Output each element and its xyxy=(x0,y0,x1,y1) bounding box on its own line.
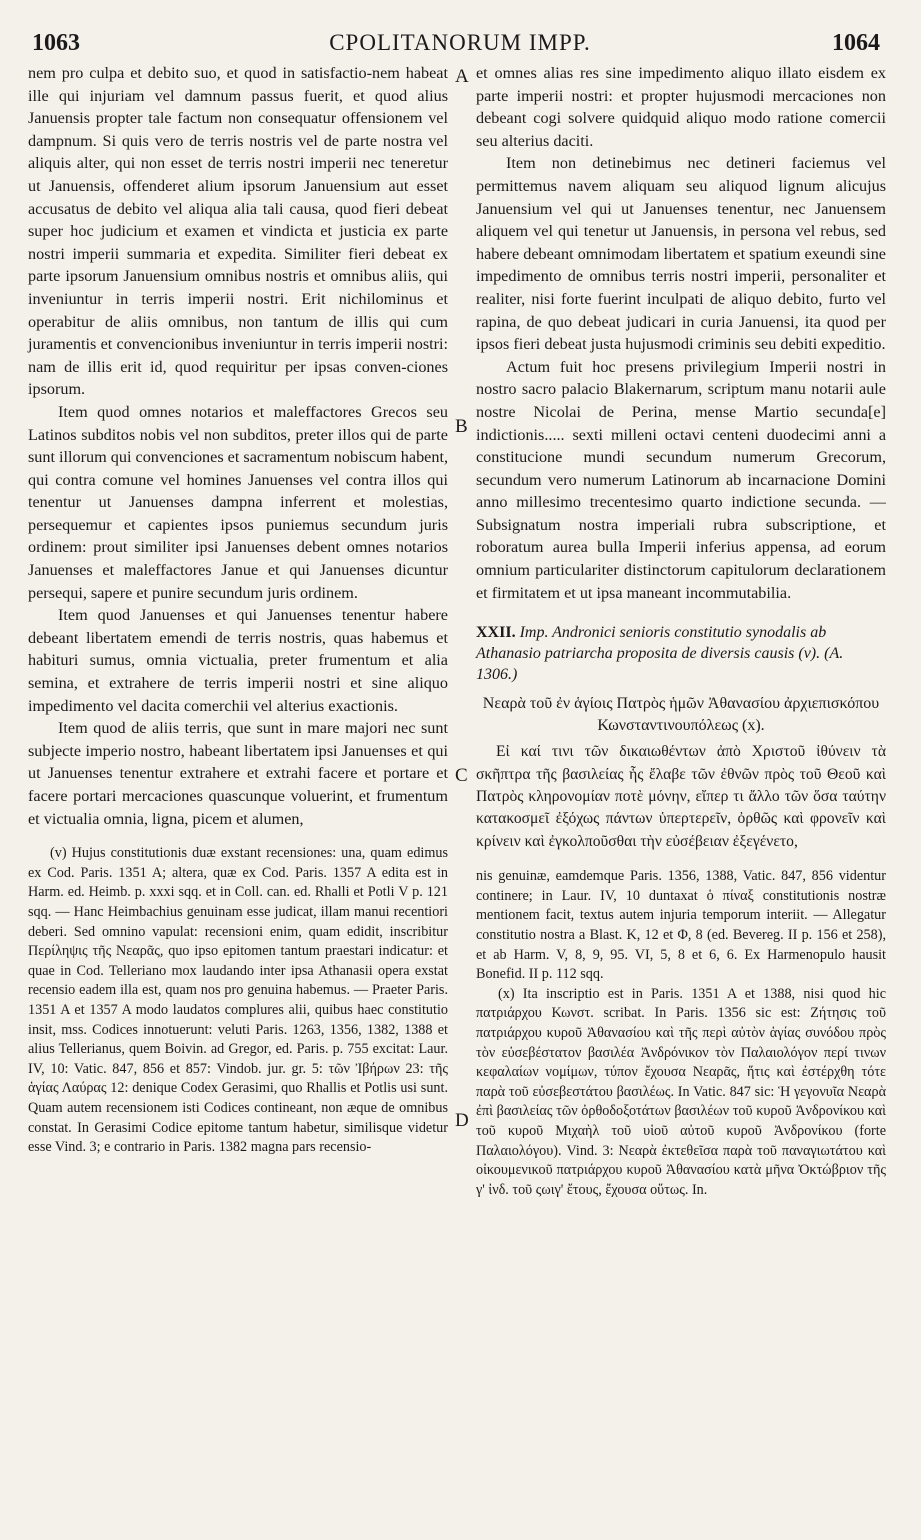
section-heading xyxy=(476,622,886,685)
footnote: (v) Hujus constitutionis duæ exstant recensiones: una, quam edimus ex Cod. Paris. 1351 A; altera, quæ ex Cod. Paris. 1357 A edita est in Harm. ed. Heimb. p. xxxi sqq. et in Coll. can. ed. Rhalli et Potli V p. 121 sqq. — Hanc Heimbachius genuinam esse judicat, illam manui recentiori deberi. Sed omnino vapulat: recensioni enim, quam edidit, inscribitur Περίληψις τῆς Νεαρᾶς, quo ipso epitomen tantum praestari indicatur: et quae in Cod. Telleriano mox laudando inter ipsa Athanasii opera exstat recensio eadem illa est, quam nos pro genuina habemus. — Praeter Paris. 1351 A et 1357 A modo laudatos complures alii, quibus haec constitutio insit, mss. Codices innotuerunt: veluti Paris. 1263, 1356, 1382, 1388 et alius Tellerianus, quem Boivin. ad Gregor, ed. Paris. p. 755 excitat: Laur. IV, 10: Vatic. 847, 856 et 857: Vindob. jur. gr. 5: τῶν Ἰβήρων 23: τῆς ἁγίας Λαύρας 12: denique Codex Gerasimi, quo Rhallis et Potlis usi sunt. Quam autem recensionem isti Codices contineant, non æque de omnibus constat. In Gerasimi Codice epitome tantum habetur, similisque videtur esse Vind. 3; e contrario in Paris. 1382 magna pars recensio- xyxy=(28,845,448,1156)
running-title: CPOLITANORUM IMPP. xyxy=(329,30,591,55)
greek-title: Νεαρὰ τοῦ ἐν ἁγίοις Πατρὸς ἡμῶν Ἀθανασίου ἀρχιεπισκόπου Κωνσταντινουπόλεως (x). xyxy=(482,695,880,735)
footnotes-right xyxy=(476,867,886,1200)
left-column xyxy=(28,62,448,1158)
left-paragraph: nem pro culpa et debito suo, et quod in satisfactio-nem habeat ille qui injuriam vel damnum passus fuerit, et quod alius Januensis propter tale factum non consequatur offensionem vel dampnum. Si quis vero de terris nostris vel de parte nostra vel aliquis alter, qui non esset de terris nostri imperii nec teneretur ut Januensis, offenderet alium ipsorum Januensium aut esset accusatus de debito vel aliqua alia tali causa, quod fieri debeat super hoc judicium et examen et vindicta et justicia ex parte nostri imperii summaria et expedita. Similiter fieri debeat ex parte ipsorum Januensium omnibus nostris et omnibus aliis, qui inveniuntur in terris imperii nostri. Erit nichilominus et operabitur de aliis omnibus, non tantum de illis qui cum juramentis et convencionibus inveniuntur in terris imperii nostri: nam de illis erit id, quod requiritur per ipsas conven-ciones ipsorum. xyxy=(28,64,448,399)
left-paragraph: Item quod omnes notarios et maleffactores Grecos seu Latinos subditos nobis vel non subditos, preter illos qui de parte sunt illorum qui convenciones et sacramentum nobiscum habent, qui contra comune vel homines Januenses vel contra illos qui tenentur ut Januenses dampna inferrent et molestias, persequemur et capientes ipsos puniemus secundum juris ordinem: prout similiter ipsi Januenses debent omnes notarios Januenses et maleffactores Janue et qui Januenses dicuntur persequi, sapere et punire secundum juris ordinem. xyxy=(28,402,448,602)
margin-marker-a: A xyxy=(455,66,469,87)
page-number-left: 1063 xyxy=(32,30,80,56)
right-paragraph: et omnes alias res sine impedimento aliquo illato eisdem ex parte imperii nostri: et propter hujusmodi mercaciones non debeant cogi solvere quidquid aliquo modo ratione comercii seu alterius daciti. xyxy=(476,64,886,150)
margin-marker-c: C xyxy=(455,765,468,786)
page-number-right: 1064 xyxy=(832,30,880,56)
margin-marker-d: D xyxy=(455,1110,469,1131)
right-column xyxy=(476,62,886,1200)
margin-marker-b: B xyxy=(455,416,468,437)
greek-paragraph: Εἰ καί τινι τῶν δικαιωθέντων ἀπὸ Χριστοῦ ἰθύνειν τὰ σκῆπτρα τῆς βασιλείας ἧς ἔλαβε τῶν ἐθνῶν πρὸς τοῦ Θεοῦ καὶ Πατρὸς κληρονομίαν ποτὲ μόνην, εἴπερ τι ἄλλο τῶν ὅσα ταύτην κατακοσμεῖ ἐξόχως πάντων ὑπερτερεῖν, ὀρθῶς καὶ φρονεῖν καὶ κρίνειν καὶ ἐγκολποῦσθαι τὴν εὐσέβειαν ἐξεγένετο, xyxy=(476,743,886,850)
right-paragraph: Item non detinebimus nec detineri faciemus vel permittemus navem aliquam seu aliquod lignum alicujus Januensium vel qui ut Januenses tenentur, nec Januensem aliquem vel qui tenetur ut Januensis, in persona vel rebus, sed habere debeant omnimodam libertatem et spatium exeundi sine impedimento de omnibus terris nostri imperii, personaliter et realiter, nisi forte fuerint inculpati de aliquo debito, furto vel rapina, de quo debeat judicari in curia Januensi, ita quod per ipsos fieri debeat justa hujusmodi criminis seu debiti expeditio. xyxy=(476,154,886,354)
page-header xyxy=(20,30,900,66)
section-title: Imp. Andronici senioris constitutio synodalis ab Athanasio patriarcha proposita de diversis causis (v). (A. 1306.) xyxy=(476,624,844,684)
left-paragraph: Item quod de aliis terris, que sunt in mare majori nec sunt subjecte imperio nostro, habeant libertatem ipsi Januenses et qui ut Januenses tenentur extrahere et extrahi facere et portare et facere portari mercaciones quascunque voluerint, et frumentum et victualia omnia, ligna, picem et alumen, xyxy=(28,719,448,828)
right-paragraph: Actum fuit hoc presens privilegium Imperii nostri in nostro sacro palacio Blakernarum, scriptum manu notarii aule nostre Nicolai de Perina, mense Martio secunda[e] indictionis..... sexti milleni octavi centeni duodecimi anni a constitucione mundi secundum numerum Grecorum, secundum vero numerum Latinorum ab incarnacione Domini anno millesimo trecentesimo quarto indictione secunda. — Subsignatum nostra imperiali rubra subscriptione, et roboratum aurea bulla Imperii inferius appensa, ad eorum omnium particulariter distinctorum capitulorum declarationem et firmitatem et ut ipsa maneant incommutabilia. xyxy=(476,357,886,602)
section-number: XXII. xyxy=(476,624,516,642)
footnotes-left xyxy=(28,844,448,1158)
footnote: nis genuinæ, eamdemque Paris. 1356, 1388, Vatic. 847, 856 videntur continere; in Laur. IV, 10 duntaxat ὁ πίναξ constitutionis nostræ mentionem facit, textus autem injuria temporum interiit. — Allegatur constitutio nostra a Blast. K, 12 et Φ, 8 (ed. Bevereg. II p. 156 et 258), et ab Harm. V, 8, 9, 95. VI, 5, 8 et 6, 6. Ex Harmenopulo hausit Bonefid. II p. 112 sqq. xyxy=(476,868,886,983)
footnote: (x) Ita inscriptio est in Paris. 1351 A et 1388, nisi quod hic πατριάρχου Κωνστ. scribat. In Paris. 1356 sic est: Ζήτησις τοῦ πατριάρχου κυροῦ Ἀθανασίου καὶ τῆς περὶ αὐτὸν ἁγίας συνόδου πρὸς τὸν εὐσεβέστατον βασιλέα Ἀνδρόνικον τὸν Παλαιολόγον περί τινων κεφαλαίων νομίμων, τύπον ἔχουσα Νεαρᾶς, ἥτις καὶ ἐστέρχθη τότε παρὰ τοῦ εὐσεβεστάτου βασιλέως. In Vatic. 847 sic: Ἡ γεγονυῖα Νεαρὰ ἐπὶ βασιλείας τῶν ὀρθοδοξοτάτων βασιλέων τοῦ κυροῦ Ἀνδρονίκου καὶ τοῦ κυροῦ Μιχαὴλ τοῦ υἱοῦ αὐτοῦ κυροῦ Ἀνδρονίκου (forte Παλαιολόγου). Vind. 3: Νεαρὰ ἐκτεθεῖσα παρὰ τοῦ παναγιωτάτου καὶ οἰκουμενικοῦ πατριάρχου κυροῦ Ἀθανασίου κατὰ μῆνα Ὀκτώβριον τῆς γ' ἰνδ. τοῦ ςωιγ' ἔτους, ἔχουσα οὕτως. In. xyxy=(476,985,886,1198)
left-paragraph: Item quod Januenses et qui Januenses tenentur habere debeant libertatem emendi de terris nostris, quas habemus et habituri sumus, omnia victualia, preter frumentum et alia semina, et extrahere de terris imperii nostri et sine aliquo impedimento vel dacita comerchii vel alterius exactionis. xyxy=(28,606,448,715)
